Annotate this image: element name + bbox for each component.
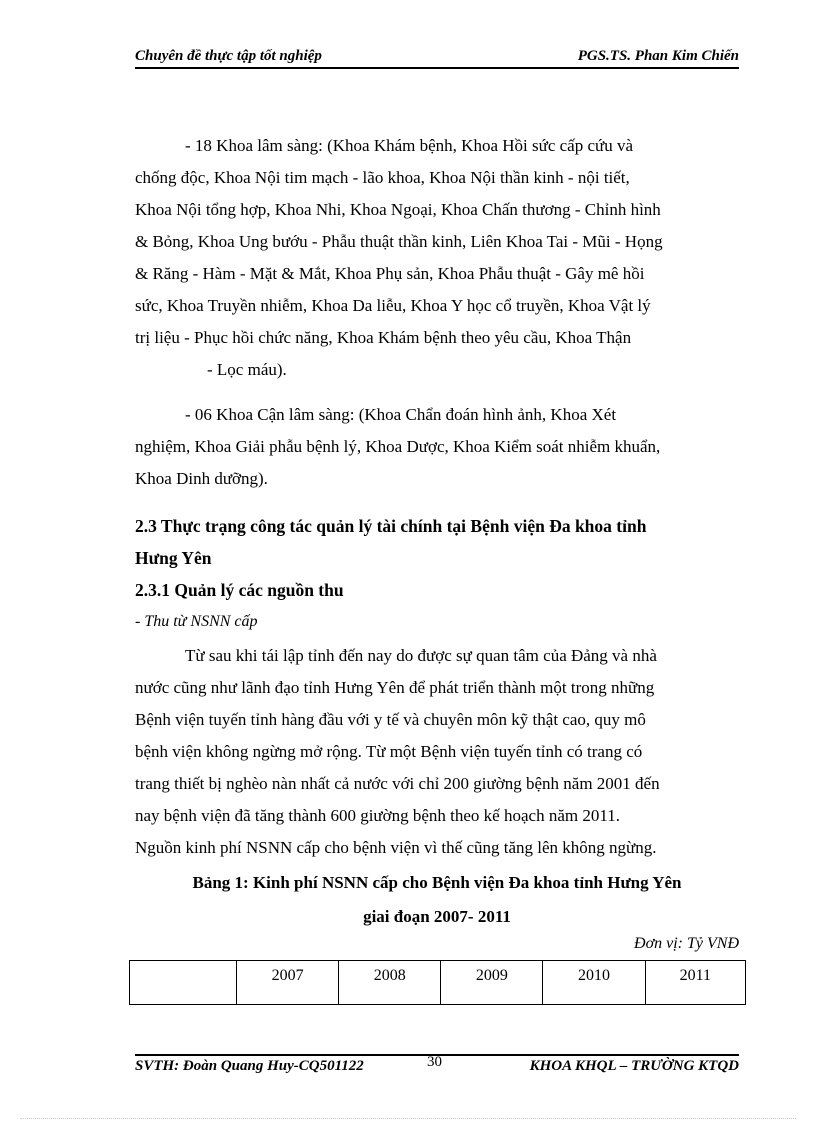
table-header-row: [130, 961, 746, 1005]
text-line: nghiệm, Khoa Giải phẫu bệnh lý, Khoa Dược, Khoa Kiểm soát nhiễm khuẩn,: [135, 437, 661, 456]
table-header-cell: 2007: [237, 961, 339, 1005]
text-line: nay bệnh viện đã tăng thành 600 giường bệnh theo kế hoạch năm 2011.: [135, 806, 620, 825]
paragraph-funding: [135, 640, 739, 864]
table-caption-line2: giai đoạn 2007- 2011: [363, 907, 511, 926]
table-header-cell: 2008: [339, 961, 441, 1005]
paragraph-paraclinical-departments: [135, 399, 739, 495]
table-unit: Đơn vị: Tỷ VNĐ: [634, 935, 739, 952]
text-line: bệnh viện không ngừng mở rộng. Từ một Bệnh viện tuyến tỉnh có trang có: [135, 742, 643, 761]
page-edge-divider: [20, 1118, 796, 1119]
text-line: trang thiết bị nghèo nàn nhất cả nước với chỉ 200 giường bệnh năm 2001 đến: [135, 774, 660, 793]
text-line: - 06 Khoa Cận lâm sàng: (Khoa Chẩn đoán hình ảnh, Khoa Xét: [185, 405, 617, 424]
funding-table: [129, 960, 746, 1005]
page-header: [135, 48, 739, 69]
text-line: & Bỏng, Khoa Ung bướu - Phẫu thuật thần kinh, Liên Khoa Tai - Mũi - Họng: [135, 232, 663, 251]
page-number: 30: [427, 1054, 442, 1070]
text-line: nước cũng như lãnh đạo tỉnh Hưng Yên để phát triển thành một trong những: [135, 678, 655, 697]
section-heading-line1: 2.3 Thực trạng công tác quản lý tài chính tại Bệnh viện Đa khoa tỉnh: [135, 516, 647, 536]
text-line: chống độc, Khoa Nội tim mạch - lão khoa, Khoa Nội thần kinh - nội tiết,: [135, 168, 630, 187]
table-header-cell: [130, 961, 237, 1005]
table-caption-line1: Bảng 1: Kinh phí NSNN cấp cho Bệnh viện Đa khoa tỉnh Hưng Yên: [192, 873, 682, 892]
text-line: trị liệu - Phục hồi chức năng, Khoa Khám bệnh theo yêu cầu, Khoa Thận: [135, 328, 632, 347]
footer-right: KHOA KHQL – TRƯỜNG KTQD: [529, 1058, 739, 1074]
text-line: & Răng - Hàm - Mặt & Mắt, Khoa Phụ sản, Khoa Phẫu thuật - Gây mê hồi: [135, 264, 645, 283]
paragraph-clinical-departments: [135, 130, 739, 386]
subsection-heading: 2.3.1 Quản lý các nguồn thu: [135, 580, 344, 600]
table-header-cell: 2011: [645, 961, 745, 1005]
section-heading-line2: Hưng Yên: [135, 548, 212, 568]
text-line: Khoa Nội tổng hợp, Khoa Nhi, Khoa Ngoại, Khoa Chấn thương - Chỉnh hình: [135, 200, 661, 219]
text-line: - 18 Khoa lâm sàng: (Khoa Khám bệnh, Khoa Hồi sức cấp cứu và: [185, 136, 634, 155]
header-right: PGS.TS. Phan Kim Chiến: [577, 48, 739, 64]
text-line: Từ sau khi tái lập tỉnh đến nay do được sự quan tâm của Đảng và nhà: [185, 646, 657, 665]
text-line: Nguồn kinh phí NSNN cấp cho bệnh viện vì thế cũng tăng lên không ngừng.: [135, 838, 657, 857]
table-header-cell: 2010: [543, 961, 645, 1005]
text-line: - Lọc máu).: [207, 360, 287, 379]
table-caption: [135, 866, 739, 934]
footer-left: SVTH: Đoàn Quang Huy-CQ501122: [135, 1058, 364, 1074]
header-left: Chuyên đề thực tập tốt nghiệp: [135, 48, 322, 64]
section-heading: [135, 510, 739, 574]
text-line: Bệnh viện tuyến tỉnh hàng đầu với y tế và chuyên môn kỹ thật cao, quy mô: [135, 710, 646, 729]
italic-list-item: - Thu từ NSNN cấp: [135, 613, 258, 630]
text-line: Khoa Dinh dưỡng).: [135, 469, 268, 488]
table-header-cell: 2009: [441, 961, 543, 1005]
text-line: sức, Khoa Truyền nhiễm, Khoa Da liễu, Khoa Y học cổ truyền, Khoa Vật lý: [135, 296, 651, 315]
